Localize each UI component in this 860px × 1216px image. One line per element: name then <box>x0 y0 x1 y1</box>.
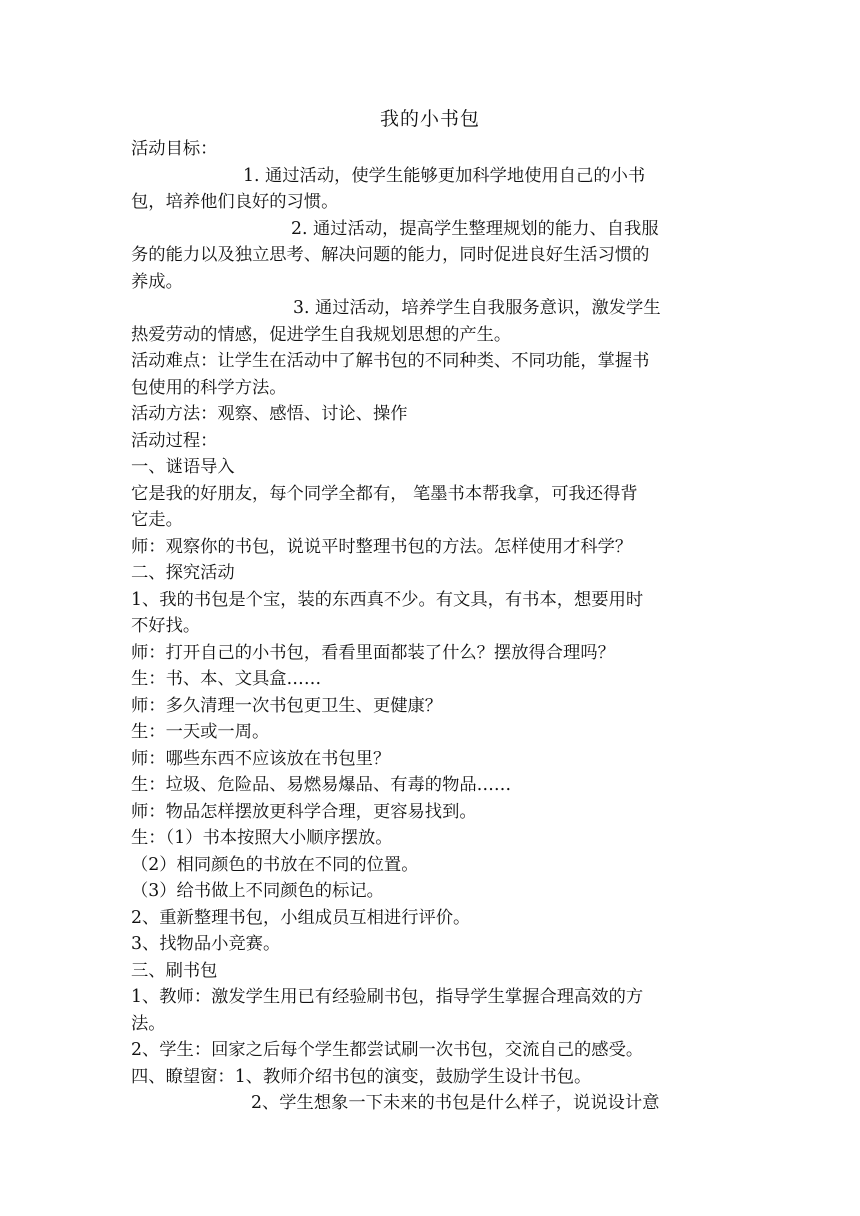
text-line: 热爱劳动的情感，促进学生自我规划思想的产生。 <box>131 324 512 345</box>
text-line: 生：一天或一周。 <box>131 722 270 742</box>
text-line: 生：垃圾、危险品、易燃易爆品、有毒的物品…… <box>131 775 512 795</box>
text-line: 活动过程： <box>131 430 218 451</box>
text-line: 包使用的科学方法。 <box>131 377 287 398</box>
document-title: 我的小书包 <box>379 108 480 130</box>
text-line: 不好找。 <box>131 616 201 636</box>
text-line: 1、我的书包是个宝，装的东西真不少。有文具，有书本，想要用时 <box>131 589 644 610</box>
text-line: 法。 <box>131 1013 166 1034</box>
text-line: 2、学生：回家之后每个学生都尝试刷一次书包，交流自己的感受。 <box>131 1040 644 1060</box>
text-line: （2）相同颜色的书放在不同的位置。 <box>131 854 419 875</box>
text-line: 师：物品怎样摆放更科学合理，更容易找到。 <box>131 801 477 822</box>
section-heading: 二、探究活动 <box>131 563 235 583</box>
text-line: 3、找物品小竞赛。 <box>131 934 281 954</box>
text-line: 活动方法：观察、感悟、讨论、操作 <box>131 404 408 424</box>
text-line: 1、教师：激发学生用已有经验刷书包，指导学生掌握合理高效的方 <box>131 987 644 1007</box>
text-line: 师：观察你的书包，说说平时整理书包的方法。怎样使用才科学？ <box>131 536 633 557</box>
text-line: 师：多久清理一次书包更卫生、更健康？ <box>131 695 443 716</box>
text-line: 养成。 <box>131 271 183 292</box>
section-heading: 三、刷书包 <box>131 960 218 981</box>
text-line: 1. 通过活动，使学生能够更加科学地使用自己的小书 <box>243 165 646 186</box>
text-line: 3. 通过活动，培养学生自我服务意识，激发学生 <box>293 298 661 318</box>
text-line: 活动难点：让学生在活动中了解书包的不同种类、不同功能，掌握书 <box>131 351 650 371</box>
text-line: （3）给书做上不同颜色的标记。 <box>131 881 384 901</box>
text-line: 它走。 <box>131 510 183 530</box>
section-heading: 四、瞭望窗：1、教师介绍书包的演变，鼓励学生设计书包。 <box>131 1066 592 1087</box>
text-line: 2. 通过活动，提高学生整理规划的能力、自我服 <box>291 218 659 239</box>
text-line: 2、重新整理书包，小组成员互相进行评价。 <box>131 907 471 928</box>
text-line: 活动目标： <box>131 139 218 159</box>
text-line: 生：书、本、文具盒…… <box>131 669 322 689</box>
text-line: 生：（1）书本按照大小顺序摆放。 <box>131 828 393 848</box>
text-line: 2、学生想象一下未来的书包是什么样子，说说设计意 <box>251 1093 660 1113</box>
text-line: 务的能力以及独立思考、解决问题的能力，同时促进良好生活习惯的 <box>131 245 650 265</box>
document-body <box>131 136 731 1117</box>
text-line: 包，培养他们良好的习惯。 <box>131 192 339 212</box>
text-line: 师：哪些东西不应该放在书包里？ <box>131 748 391 769</box>
text-line: 师：打开自己的小书包，看看里面都装了什么？摆放得合理吗？ <box>131 642 615 663</box>
section-heading: 一、谜语导入 <box>131 457 235 477</box>
text-line: 它是我的好朋友，每个同学全都有， 笔墨书本帮我拿，可我还得背 <box>131 483 638 504</box>
